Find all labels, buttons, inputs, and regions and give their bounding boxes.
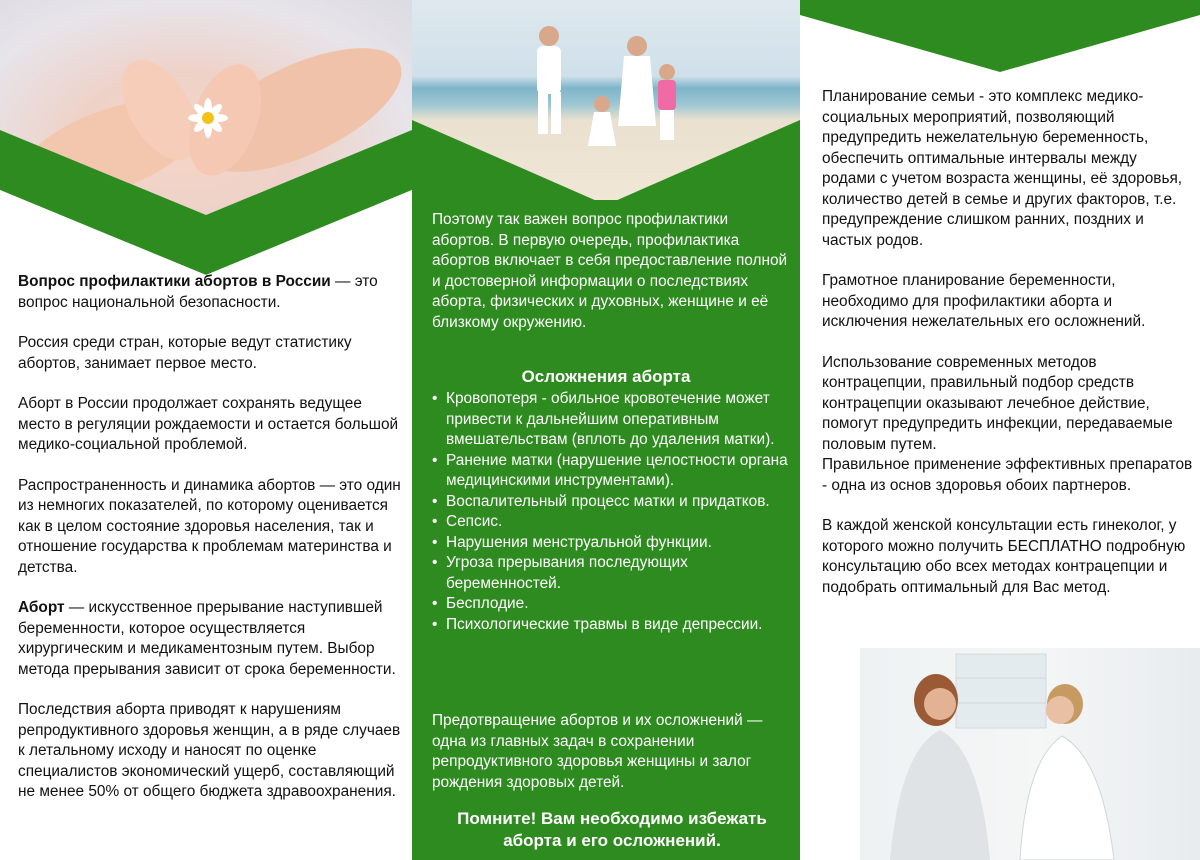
birth-regulation-paragraph: Аборт в России продолжает сохранять ведущее место в регуляции рождаемости и остается большой медико-социальной проблемой. [18, 395, 399, 453]
prevention-intro-paragraph: Поэтому так важен вопрос профилактики абортов. В первую очередь, профилактика абортов включает в себя предоставление полной и достоверной информации о последствиях аборта, физических и духовных, женщине и её близкому окружению. [432, 211, 788, 331]
pregnancy-planning-paragraph: Грамотное планирование беременности, необходимо для профилактики аборта и исключения нежелательных его осложнений. [822, 272, 1146, 330]
left-panel [0, 0, 412, 860]
complications-heading: Осложнения аборта [521, 367, 691, 386]
right-text-block [822, 87, 1194, 618]
complications-list [430, 389, 790, 635]
family-planning-paragraph: Планирование семьи - это комплекс медико-социальных мероприятий, позволяющий предупредить нежелательную беременность, обеспечить оптимальные интервалы между родами с учетом возраста женщины, её здоровья, количество детей в семье и других факторов, т.е. предупреждение слишком ранних, поздних и частых родов. [822, 88, 1183, 249]
abortion-term: Аборт [18, 599, 65, 616]
middle-panel [412, 0, 800, 860]
list-item: • Бесплодие. [430, 594, 790, 615]
left-green-chevron [0, 130, 412, 275]
abortion-definition-text: — искусственное прерывание наступившей беременности, которое осуществляется хирургическим и медикаментозным путем. Выбор метода прерывания зависит от срока беременности. [18, 599, 396, 678]
prevalence-paragraph: Распространенность и динамика абортов — это один из немногих показателей, по которому оценивается как в целом состояние здоровья населения, так и отношение государства к проблемам материнства и детства. [18, 476, 401, 576]
doctor-consultation-photo [860, 648, 1200, 860]
remember-callout: Помните! Вам необходимо избежать аборта и его осложнений. [457, 809, 767, 850]
left-text-block [18, 272, 408, 823]
list-item: • Сепсис. [430, 512, 790, 533]
prevention-outro-paragraph: Предотвращение абортов и их осложнений — одна из главных задач в сохранении репродуктивного здоровья женщины и залог рождения здоровых детей. [432, 712, 763, 791]
list-item: • Ранение матки (нарушение целостности органа медицинскими инструментами). [430, 451, 790, 492]
national-security-paragraph [18, 272, 408, 313]
consultation-paragraph: В каждой женской консультации есть гинеколог, у которого можно получить БЕСПЛАТНО подробную консультацию обо всех методах контрацепции и подобрать оптимальный для Вас метод. [822, 517, 1186, 596]
doctor-consultation-illustration [860, 648, 1200, 860]
national-security-text: — это вопрос национальной безопасности. [18, 273, 378, 311]
consequences-paragraph: Последствия аборта приводят к нарушениям репродуктивного здоровья женщин, а в ряде случаев к летальному исходу и наносят по оценке специалистов экономический ущерб, составляющий не менее 50% от общего бюджета здравоохранения. [18, 701, 401, 800]
list-item: • Психологические травмы в виде депрессии. [430, 615, 790, 636]
right-panel [800, 0, 1200, 860]
abortion-definition-paragraph [18, 598, 408, 680]
national-security-heading: Вопрос профилактики абортов в России [18, 273, 331, 290]
list-item: • Угроза прерывания последующих беременностей. [430, 553, 790, 594]
right-green-chevron [800, 0, 1200, 75]
statistics-paragraph: Россия среди стран, которые ведут статистику абортов, занимает первое место. [18, 334, 352, 372]
list-item: • Воспалительный процесс матки и придатков. [430, 492, 790, 513]
list-item: • Нарушения менструальной функции. [430, 533, 790, 554]
effective-drugs-paragraph: Правильное применение эффективных препаратов - одна из основ здоровья обоих партнеров. [822, 456, 1193, 494]
list-item: • Кровопотеря - обильное кровотечение может привести к дальнейшим оперативным вмешательствам (вплоть до удаления матки). [430, 389, 790, 451]
contraception-paragraph: Использование современных методов контрацепции, правильный подбор средств контрацепции оказывают лечебное действие, помогут предупредить инфекции, передаваемые половым путем. [822, 353, 1173, 453]
